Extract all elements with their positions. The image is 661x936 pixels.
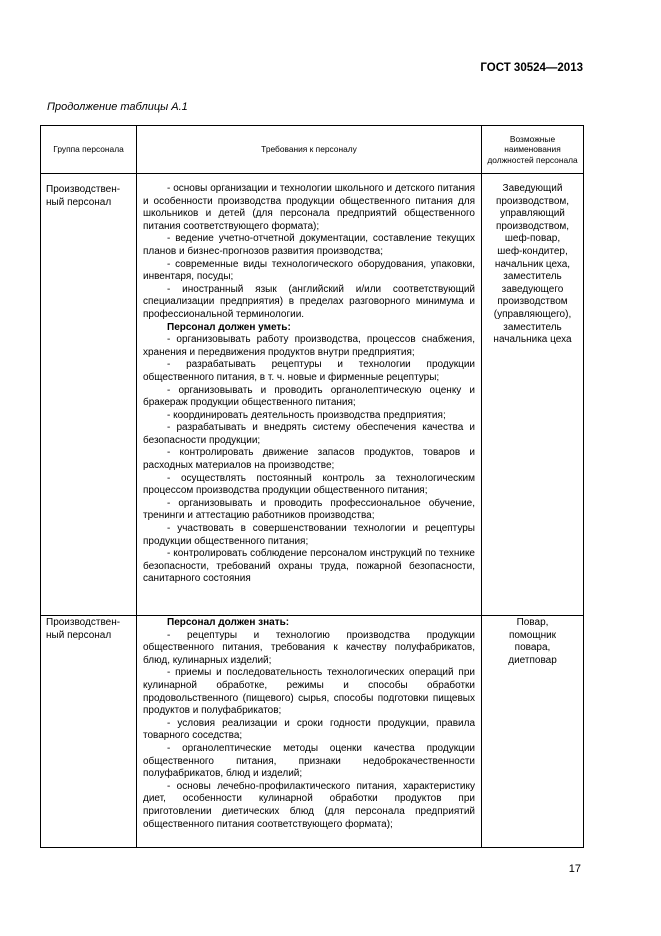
position-title-line: Повар, xyxy=(516,617,549,628)
position-title-line: заведующего xyxy=(501,283,564,295)
requirement-item: - контролировать соблюдение персоналом инструкций по технике безопасности, требований охраны труда, пожарной безопасности, санитарного состояния xyxy=(143,548,475,585)
position-title-line: (управляющего), xyxy=(493,308,572,320)
position-title-line: начальник цеха, xyxy=(494,258,571,270)
requirement-item: - координировать деятельность производства предприятия; xyxy=(167,409,446,421)
position-title-line: заместитель xyxy=(503,271,562,283)
section-heading: Персонал должен знать: xyxy=(167,617,290,628)
position-title-line: Заведующий xyxy=(502,183,563,194)
position-title-line: помощник xyxy=(508,629,557,641)
requirement-item: - разрабатывать рецептуры и технологии продукции общественного питания, в т. ч. новые и фирменные рецептуры; xyxy=(143,359,475,383)
requirement-item: - организовывать работу производства, процессов снабжения, хранения и передвижения продуктов внутри предприятия; xyxy=(143,334,475,358)
page-number: 17 xyxy=(568,863,581,875)
position-title-line: производством xyxy=(497,296,568,308)
requirement-item: - разрабатывать и внедрять систему обеспечения качества и безопасности продукции; xyxy=(143,422,475,446)
requirement-item: - организовывать и проводить профессиональное обучение, тренинги и аттестацию работников производства; xyxy=(143,497,475,522)
positions-cell xyxy=(482,616,584,848)
requirement-item: - ведение учетно-отчетной документации, составление текущих планов и бизнес-прогнозов развития производства; xyxy=(143,233,475,257)
requirement-item: - контролировать движение запасов продуктов, товаров и расходных материалов на производстве; xyxy=(143,447,475,472)
requirement-item: - органолептические методы оценки качества продукции общественного питания, признаки недоброкачественности полуфабрикатов, блюд и изделий; xyxy=(143,742,475,780)
table-header-row xyxy=(41,126,584,174)
requirement-item: - иностранный язык (английский и/или соответствующий специализации предприятия) в пределах разговорного минимума и профессиональной терминологии. xyxy=(143,283,475,320)
position-title-line: начальника цеха xyxy=(493,334,572,346)
header-positions: Возможные наименования должностей персонала xyxy=(482,126,584,174)
position-title-line: заместитель xyxy=(503,321,562,333)
group-cell: Производствен-ный персонал xyxy=(41,174,137,616)
requirement-item: - основы лечебно-профилактического питания, характеристику диет, особенности кулинарной обработки продуктов при приготовлении диетических блюд (для персонала предприятий общественного питания соответствующего формата); xyxy=(143,780,475,830)
requirement-item: - осуществлять постоянный контроль за технологическим процессом производства продукции общественного питания; xyxy=(143,472,475,497)
requirements-cell xyxy=(137,616,482,848)
position-title-line: диетповар xyxy=(508,654,557,666)
requirement-item: - участвовать в совершенствовании технологии и рецептуры продукции общественного питания; xyxy=(143,523,475,547)
position-title-line: шеф-повар, xyxy=(504,233,561,245)
table-caption: Продолжение таблицы А.1 xyxy=(47,101,188,113)
requirements-table xyxy=(40,125,584,848)
position-title-line: производством, xyxy=(495,195,570,207)
requirement-item: - рецептуры и технологию производства продукции общественного питания, требования к качеству полуфабрикатов, блюд, кулинарных изделий; xyxy=(143,629,475,666)
header-group: Группа персонала xyxy=(41,126,137,174)
table-row xyxy=(41,616,584,848)
position-title-line: шеф-кондитер, xyxy=(497,245,568,257)
table-row xyxy=(41,174,584,616)
section-heading: Персонал должен уметь: xyxy=(167,321,291,333)
document-code: ГОСТ 30524—2013 xyxy=(480,62,583,74)
group-cell: Производствен-ный персонал xyxy=(41,616,137,848)
requirement-item: - основы организации и технологии школьного и детского питания и особенности производства продукции общественного питания для школьников и детей (для персонала предприятий общественного питания соответствующего формата); xyxy=(143,183,475,232)
position-title-line: повара, xyxy=(514,642,551,654)
requirement-item: - современные виды технологического оборудования, упаковки, инвентаря, посуды; xyxy=(143,258,475,283)
header-requirements: Требования к персоналу xyxy=(137,126,482,174)
requirements-cell xyxy=(137,174,482,616)
requirement-item: - условия реализации и сроки годности продукции, правила товарного соседства; xyxy=(143,717,475,742)
position-title-line: производством, xyxy=(495,220,570,232)
position-title-line: управляющий xyxy=(500,208,565,220)
requirement-item: - приемы и последовательность технологических операций при кулинарной обработке, режимы и способы обработки продовольственного (пищевого) сырья, способы подготовки пищевых продуктов и полуфабрикатов; xyxy=(143,667,475,717)
positions-cell xyxy=(482,174,584,616)
requirement-item: - организовывать и проводить органолептическую оценку и бракераж продукции общественного питания; xyxy=(143,384,475,409)
